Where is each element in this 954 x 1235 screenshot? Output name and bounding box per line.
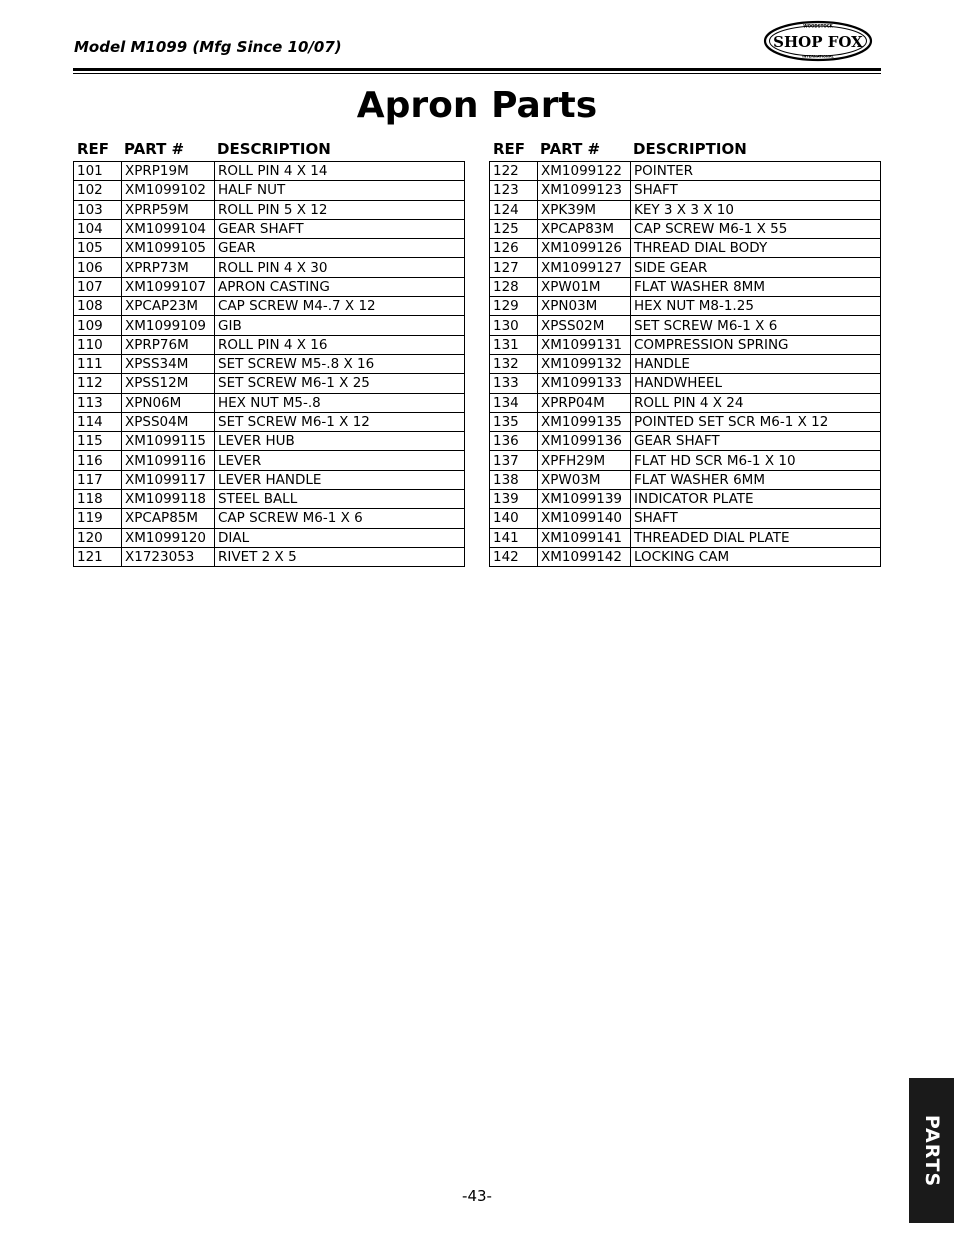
part-number-cell: XPRP59M [122,200,215,219]
table-row [490,451,881,470]
ref-cell: 138 [490,470,538,489]
ref-cell: 139 [490,490,538,509]
description-cell: SET SCREW M5-.8 X 16 [215,354,465,373]
part-number-cell: XPN03M [538,297,631,316]
table-row [74,432,465,451]
description-cell: HANDWHEEL [631,374,881,393]
table-row [74,547,465,566]
table-row [490,239,881,258]
ref-cell: 140 [490,509,538,528]
ref-cell: 127 [490,258,538,277]
description-cell: FLAT WASHER 8MM [631,277,881,296]
ref-cell: 141 [490,528,538,547]
ref-cell: 116 [74,451,122,470]
table-row [490,393,881,412]
description-cell: SIDE GEAR [631,258,881,277]
table-row [74,277,465,296]
part-number-cell: X1723053 [122,547,215,566]
ref-cell: 115 [74,432,122,451]
ref-cell: 131 [490,335,538,354]
part-number-cell: XPRP73M [122,258,215,277]
table-row [490,470,881,489]
part-number-cell: XPCAP23M [122,297,215,316]
model-header: Model M1099 (Mfg Since 10/07) [74,38,342,56]
parts-list-right [489,139,881,567]
part-number-cell: XM1099117 [122,470,215,489]
table-row [490,374,881,393]
description-cell: ROLL PIN 4 X 30 [215,258,465,277]
ref-cell: 134 [490,393,538,412]
part-number-cell: XM1099116 [122,451,215,470]
table-row [74,490,465,509]
description-cell: HEX NUT M5-.8 [215,393,465,412]
page-number: -43- [462,1187,492,1205]
description-cell: GEAR SHAFT [631,432,881,451]
ref-cell: 103 [74,200,122,219]
description-cell: SHAFT [631,181,881,200]
table-row [490,335,881,354]
description-cell: THREADED DIAL PLATE [631,528,881,547]
table-row [74,374,465,393]
ref-cell: 130 [490,316,538,335]
description-cell: HEX NUT M8-1.25 [631,297,881,316]
description-cell: SET SCREW M6-1 X 12 [215,412,465,431]
ref-cell: 123 [490,181,538,200]
part-number-cell: XM1099122 [538,162,631,181]
part-number-cell: XPCAP85M [122,509,215,528]
table-row [490,316,881,335]
logo-bottom-text: INTERNATIONAL [802,54,834,59]
table-row [490,528,881,547]
parts-table-left [73,161,465,567]
part-number-cell: XM1099140 [538,509,631,528]
part-number-header: PART # [124,140,185,158]
part-number-cell: XM1099127 [538,258,631,277]
parts-table-right [489,161,881,567]
part-number-cell: XM1099104 [122,219,215,238]
description-cell: FLAT HD SCR M6-1 X 10 [631,451,881,470]
description-cell: LEVER HUB [215,432,465,451]
part-number-cell: XM1099139 [538,490,631,509]
logo-top-text: WOODSTOCK [803,23,833,29]
ref-cell: 126 [490,239,538,258]
column-headers [489,139,881,161]
table-row [74,335,465,354]
ref-cell: 129 [490,297,538,316]
part-number-cell: XM1099105 [122,239,215,258]
ref-cell: 112 [74,374,122,393]
description-cell: ROLL PIN 4 X 14 [215,162,465,181]
part-number-cell: XM1099132 [538,354,631,373]
ref-cell: 107 [74,277,122,296]
ref-cell: 135 [490,412,538,431]
table-row [74,297,465,316]
table-row [74,239,465,258]
table-row [490,297,881,316]
description-cell: DIAL [215,528,465,547]
ref-cell: 120 [74,528,122,547]
ref-cell: 102 [74,181,122,200]
description-cell: POINTED SET SCR M6-1 X 12 [631,412,881,431]
description-cell: ROLL PIN 4 X 24 [631,393,881,412]
description-header: DESCRIPTION [633,140,747,158]
table-row [490,200,881,219]
table-row [74,258,465,277]
part-number-cell: XPSS04M [122,412,215,431]
ref-cell: 104 [74,219,122,238]
table-row [490,181,881,200]
part-number-cell: XPSS34M [122,354,215,373]
header-rule-thin [73,73,881,74]
table-row [74,528,465,547]
ref-cell: 109 [74,316,122,335]
description-cell: SET SCREW M6-1 X 25 [215,374,465,393]
ref-cell: 111 [74,354,122,373]
ref-header: REF [77,140,110,158]
table-row [74,162,465,181]
part-number-cell: XPSS12M [122,374,215,393]
description-cell: APRON CASTING [215,277,465,296]
ref-cell: 110 [74,335,122,354]
part-number-cell: XPW03M [538,470,631,489]
page-title: Apron Parts [356,85,598,126]
description-cell: STEEL BALL [215,490,465,509]
description-cell: LOCKING CAM [631,547,881,566]
part-number-cell: XPRP04M [538,393,631,412]
table-row [490,277,881,296]
part-number-cell: XM1099136 [538,432,631,451]
description-cell: THREAD DIAL BODY [631,239,881,258]
ref-cell: 108 [74,297,122,316]
table-row [74,393,465,412]
table-row [490,258,881,277]
table-row [490,412,881,431]
ref-cell: 122 [490,162,538,181]
part-number-cell: XPRP19M [122,162,215,181]
ref-cell: 106 [74,258,122,277]
description-header: DESCRIPTION [217,140,331,158]
ref-header: REF [493,140,526,158]
ref-cell: 118 [74,490,122,509]
part-number-cell: XM1099102 [122,181,215,200]
description-cell: ROLL PIN 5 X 12 [215,200,465,219]
description-cell: KEY 3 X 3 X 10 [631,200,881,219]
part-number-cell: XPCAP83M [538,219,631,238]
description-cell: LEVER HANDLE [215,470,465,489]
ref-cell: 119 [74,509,122,528]
description-cell: CAP SCREW M4-.7 X 12 [215,297,465,316]
description-cell: HALF NUT [215,181,465,200]
part-number-cell: XM1099141 [538,528,631,547]
description-cell: COMPRESSION SPRING [631,335,881,354]
ref-cell: 133 [490,374,538,393]
description-cell: SET SCREW M6-1 X 6 [631,316,881,335]
description-cell: CAP SCREW M6-1 X 55 [631,219,881,238]
table-row [74,509,465,528]
table-row [74,412,465,431]
table-row [490,509,881,528]
shop-fox-logo [763,20,873,62]
description-cell: GEAR SHAFT [215,219,465,238]
table-row [74,470,465,489]
part-number-cell: XM1099142 [538,547,631,566]
ref-cell: 142 [490,547,538,566]
table-row [74,354,465,373]
description-cell: CAP SCREW M6-1 X 6 [215,509,465,528]
ref-cell: 132 [490,354,538,373]
table-row [74,181,465,200]
part-number-cell: XM1099135 [538,412,631,431]
description-cell: GIB [215,316,465,335]
part-number-cell: XPN06M [122,393,215,412]
table-row [490,162,881,181]
parts-list-left [73,139,465,567]
part-number-cell: XPW01M [538,277,631,296]
ref-cell: 124 [490,200,538,219]
description-cell: FLAT WASHER 6MM [631,470,881,489]
description-cell: HANDLE [631,354,881,373]
ref-cell: 125 [490,219,538,238]
description-cell: GEAR [215,239,465,258]
table-row [490,490,881,509]
part-number-cell: XM1099126 [538,239,631,258]
part-number-cell: XM1099120 [122,528,215,547]
table-row [74,200,465,219]
part-number-cell: XPSS02M [538,316,631,335]
ref-cell: 136 [490,432,538,451]
ref-cell: 128 [490,277,538,296]
description-cell: SHAFT [631,509,881,528]
header-rule [73,68,881,71]
description-cell: RIVET 2 X 5 [215,547,465,566]
part-number-cell: XPK39M [538,200,631,219]
description-cell: POINTER [631,162,881,181]
part-number-cell: XPFH29M [538,451,631,470]
ref-cell: 121 [74,547,122,566]
table-row [74,219,465,238]
description-cell: LEVER [215,451,465,470]
table-row [490,547,881,566]
description-cell: ROLL PIN 4 X 16 [215,335,465,354]
part-number-cell: XM1099107 [122,277,215,296]
table-row [74,316,465,335]
table-row [490,432,881,451]
part-number-header: PART # [540,140,601,158]
ref-cell: 113 [74,393,122,412]
part-number-cell: XM1099133 [538,374,631,393]
ref-cell: 114 [74,412,122,431]
part-number-cell: XM1099118 [122,490,215,509]
part-number-cell: XM1099131 [538,335,631,354]
part-number-cell: XM1099109 [122,316,215,335]
ref-cell: 137 [490,451,538,470]
part-number-cell: XPRP76M [122,335,215,354]
ref-cell: 105 [74,239,122,258]
table-row [490,219,881,238]
side-tab-label: PARTS [920,1114,943,1187]
part-number-cell: XM1099115 [122,432,215,451]
logo-text: SHOP FOX [773,33,863,51]
column-headers [73,139,465,161]
table-row [490,354,881,373]
ref-cell: 101 [74,162,122,181]
part-number-cell: XM1099123 [538,181,631,200]
description-cell: INDICATOR PLATE [631,490,881,509]
table-row [74,451,465,470]
ref-cell: 117 [74,470,122,489]
